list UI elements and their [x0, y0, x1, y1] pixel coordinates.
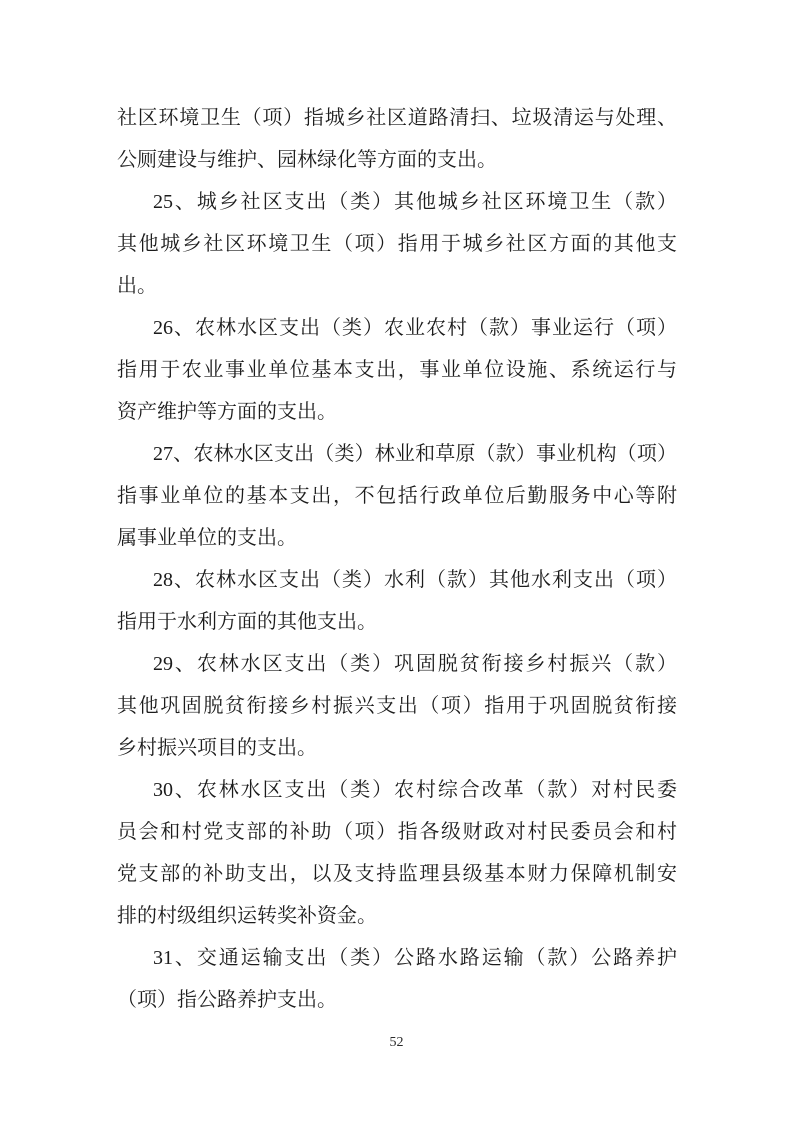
document-body — [117, 97, 677, 1021]
text-line: 25、城乡社区支出（类）其他城乡社区环境卫生（款） — [153, 191, 677, 213]
text-line: 乡村振兴项目的支出。 — [117, 737, 317, 759]
text-line: 出。 — [117, 275, 157, 297]
page-number-label: 52 — [389, 1035, 404, 1050]
text-line: 指用于水利方面的其他支出。 — [117, 611, 377, 633]
text-line: 员会和村党支部的补助（项）指各级财政对村民委员会和村 — [117, 821, 677, 843]
text-line: 其他巩固脱贫衔接乡村振兴支出（项）指用于巩固脱贫衔接 — [117, 695, 677, 717]
text-line: 指用于农业事业单位基本支出，事业单位设施、系统运行与 — [117, 359, 677, 381]
paragraph-item-26 — [117, 307, 677, 433]
text-line: 29、农林水区支出（类）巩固脱贫衔接乡村振兴（款） — [153, 653, 677, 675]
text-line: 其他城乡社区环境卫生（项）指用于城乡社区方面的其他支 — [117, 233, 677, 255]
text-line: 属事业单位的支出。 — [117, 527, 297, 549]
page-number — [0, 1034, 793, 1052]
text-line: 排的村级组织运转奖补资金。 — [117, 905, 377, 927]
paragraph-item-29 — [117, 643, 677, 769]
text-line: 28、农林水区支出（类）水利（款）其他水利支出（项） — [153, 569, 677, 591]
text-line: 26、农林水区支出（类）农业农村（款）事业运行（项） — [153, 317, 677, 339]
text-line: 公厕建设与维护、园林绿化等方面的支出。 — [117, 149, 497, 171]
paragraph-item-30 — [117, 769, 677, 937]
text-line: 资产维护等方面的支出。 — [117, 401, 337, 423]
paragraph-item-25 — [117, 181, 677, 307]
paragraph-item-27 — [117, 433, 677, 559]
text-line: 27、农林水区支出（类）林业和草原（款）事业机构（项） — [153, 443, 677, 465]
paragraph-continuation — [117, 97, 677, 181]
text-line: 党支部的补助支出，以及支持监理县级基本财力保障机制安 — [117, 863, 677, 885]
text-line: 社区环境卫生（项）指城乡社区道路清扫、垃圾清运与处理、 — [117, 107, 677, 129]
paragraph-item-28 — [117, 559, 677, 643]
text-line: 30、农林水区支出（类）农村综合改革（款）对村民委 — [153, 779, 677, 801]
text-line: 31、交通运输支出（类）公路水路运输（款）公路养护 — [153, 947, 677, 969]
text-line: （项）指公路养护支出。 — [117, 989, 337, 1011]
text-line: 指事业单位的基本支出，不包括行政单位后勤服务中心等附 — [117, 485, 677, 507]
paragraph-item-31 — [117, 937, 677, 1021]
